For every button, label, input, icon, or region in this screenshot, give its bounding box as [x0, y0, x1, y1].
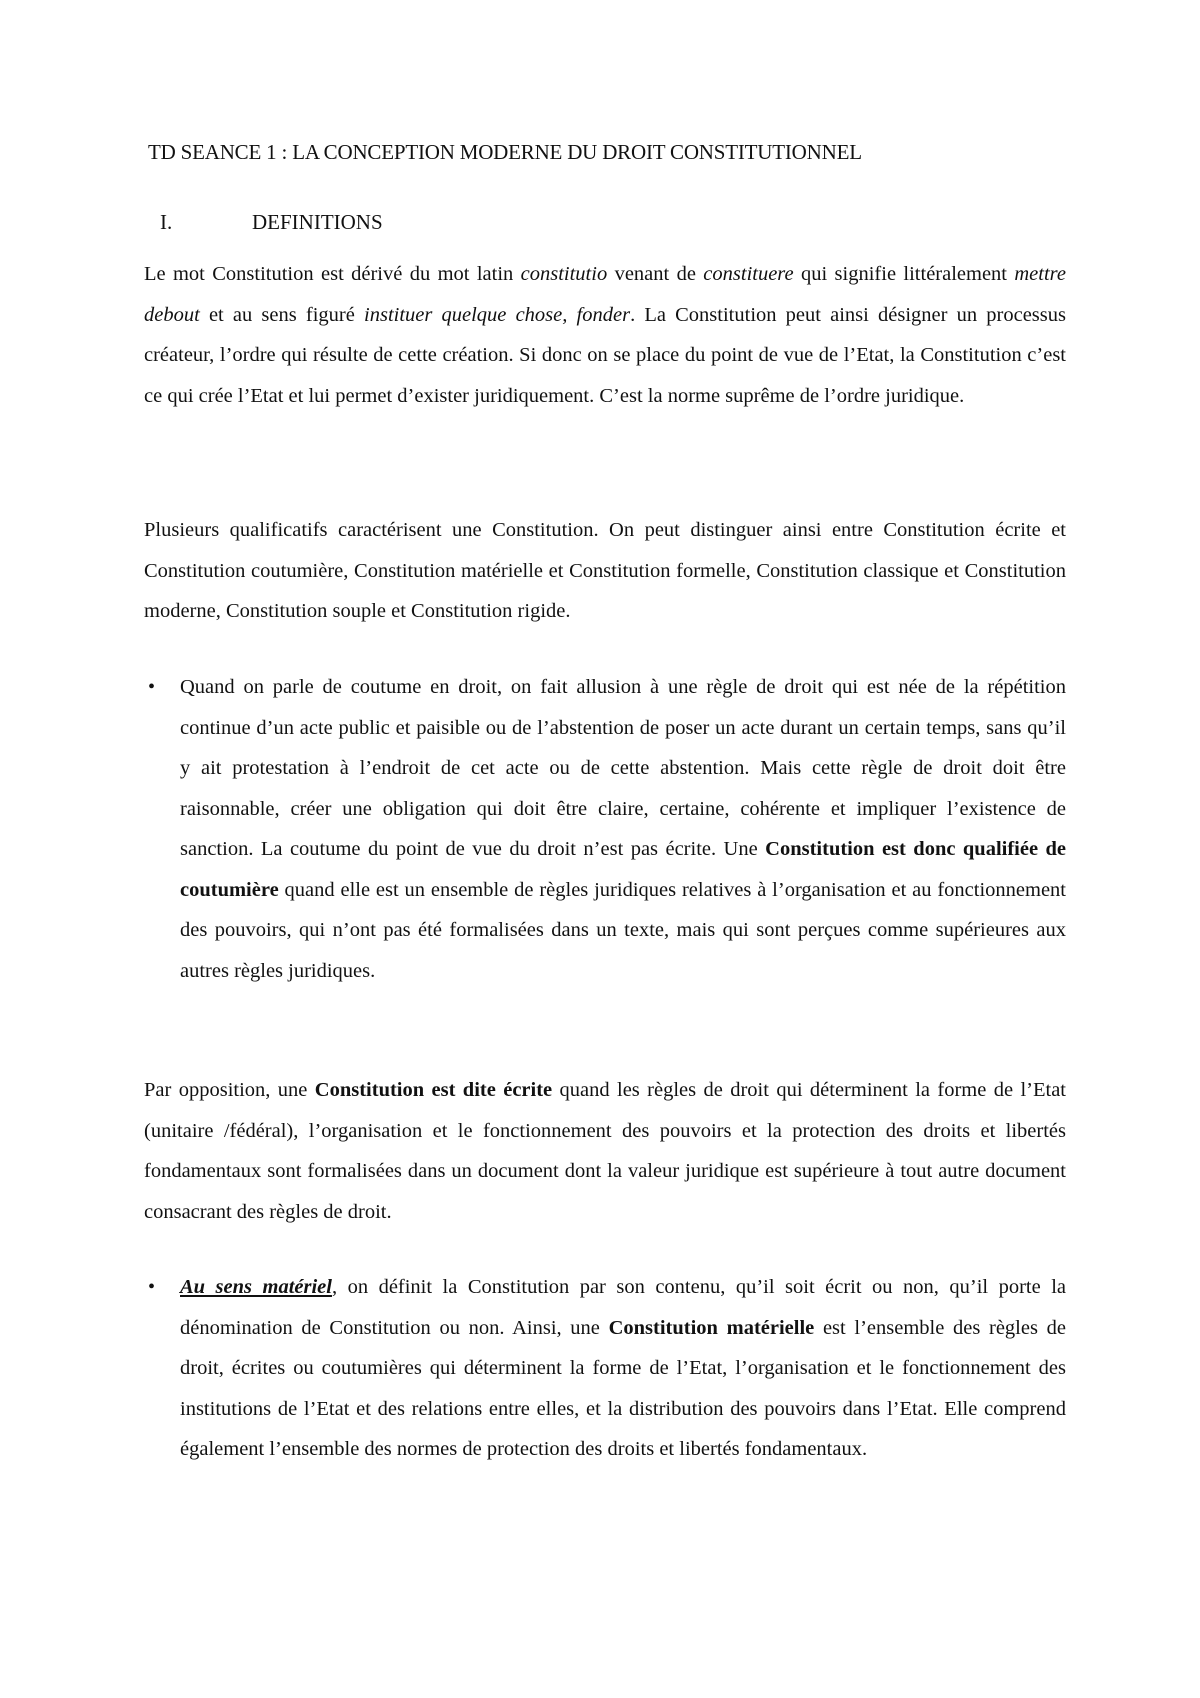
text-run: Le mot Constitution est dérivé du mot latin	[144, 263, 521, 285]
latin-term: constitutio	[520, 263, 608, 285]
text-run: qui signifie littéralement	[793, 263, 1015, 285]
text-run: quand les règles de droit qui déterminent la forme de l’Etat (unitaire /fédéral), l’organisation et le fonctionnement des pouvoirs et la protection des droits et libertés fondamentaux sont formalisées dans un document dont la valeur juridique est supérieure à tout autre document consacrant des règles de droit.	[144, 1079, 1066, 1223]
text-run: et au sens figuré	[199, 303, 365, 326]
italic-term: instituer quelque chose, fonder	[364, 303, 631, 326]
bold-term: Constitution matérielle	[608, 1316, 815, 1339]
bullet-icon: •	[148, 676, 156, 698]
text-run: , on définit la Constitution par son contenu, qu’il soit écrit ou non, qu’il porte la dénomination de Constitution ou non. Ainsi, une	[180, 1276, 1066, 1339]
bold-term: Constitution est dite écrite	[314, 1079, 553, 1101]
text-run: Par opposition, une	[144, 1079, 315, 1101]
bullet-coutume	[180, 667, 1066, 991]
text-run: venant de	[607, 263, 704, 285]
italic-term: mettre debout	[144, 263, 1066, 326]
bullet-sens-materiel	[180, 1267, 1066, 1470]
paragraph-qualificatifs: Plusieurs qualificatifs caractérisent une Constitution. On peut distinguer ainsi entre Constitution écrite et Constitution coutumière, Constitution matérielle et Constitution formelle, Constitution classique et Constitution moderne, Constitution souple et Constitution rigide.	[144, 519, 1066, 622]
section-title: DEFINITIONS	[252, 210, 383, 234]
section-number: I.	[160, 210, 173, 234]
paragraph-constitution-ecrite	[144, 1070, 1066, 1232]
bullet-icon: •	[148, 1276, 156, 1298]
paragraph-definition	[144, 254, 1066, 416]
section-heading	[160, 210, 383, 235]
text-run: . La Constitution peut ainsi désigner un processus créateur, l’ordre qui résulte de cette création. Si donc on se place du point de vue de l’Etat, la Constitution c’est ce qui crée l’Etat et lui permet d’exister juridiquement. C’est la norme suprême de l’ordre juridique.	[144, 303, 1066, 407]
text-run: quand elle est un ensemble de règles juridiques relatives à l’organisation et au fonctionnement des pouvoirs, qui n’ont pas été formalisées dans un texte, mais qui sont perçues comme supérieures aux autres règles juridiques.	[180, 878, 1066, 982]
latin-term: constituere	[703, 263, 794, 285]
document-title: TD SEANCE 1 : LA CONCEPTION MODERNE DU DROIT CONSTITUTIONNEL	[148, 140, 862, 164]
bold-term: Constitution est donc qualifiée de coutumière	[180, 838, 1066, 901]
text-run: est l’ensemble des règles de droit, écrites ou coutumières qui déterminent la forme de l’Etat, l’organisation et le fonctionnement des institutions de l’Etat et des relations entre elles, et la distribution des pouvoirs dans l’Etat. Elle comprend également l’ensemble des normes de protection des droits et libertés fondamentaux.	[180, 1316, 1066, 1460]
bold-underlined-term: Au sens matériel	[180, 1276, 332, 1298]
text-run: Quand on parle de coutume en droit, on fait allusion à une règle de droit qui est née de la répétition continue d’un acte public et paisible ou de l’abstention de poser un acte durant un certain temps, sans qu’il y ait protestation à l’endroit de cet acte ou de cette abstention. Mais cette règle de droit doit être raisonnable, créer une obligation qui doit être claire, certaine, cohérente et impliquer l’existence de sanction. La coutume du point de vue du droit n’est pas écrite. Une	[180, 676, 1066, 860]
